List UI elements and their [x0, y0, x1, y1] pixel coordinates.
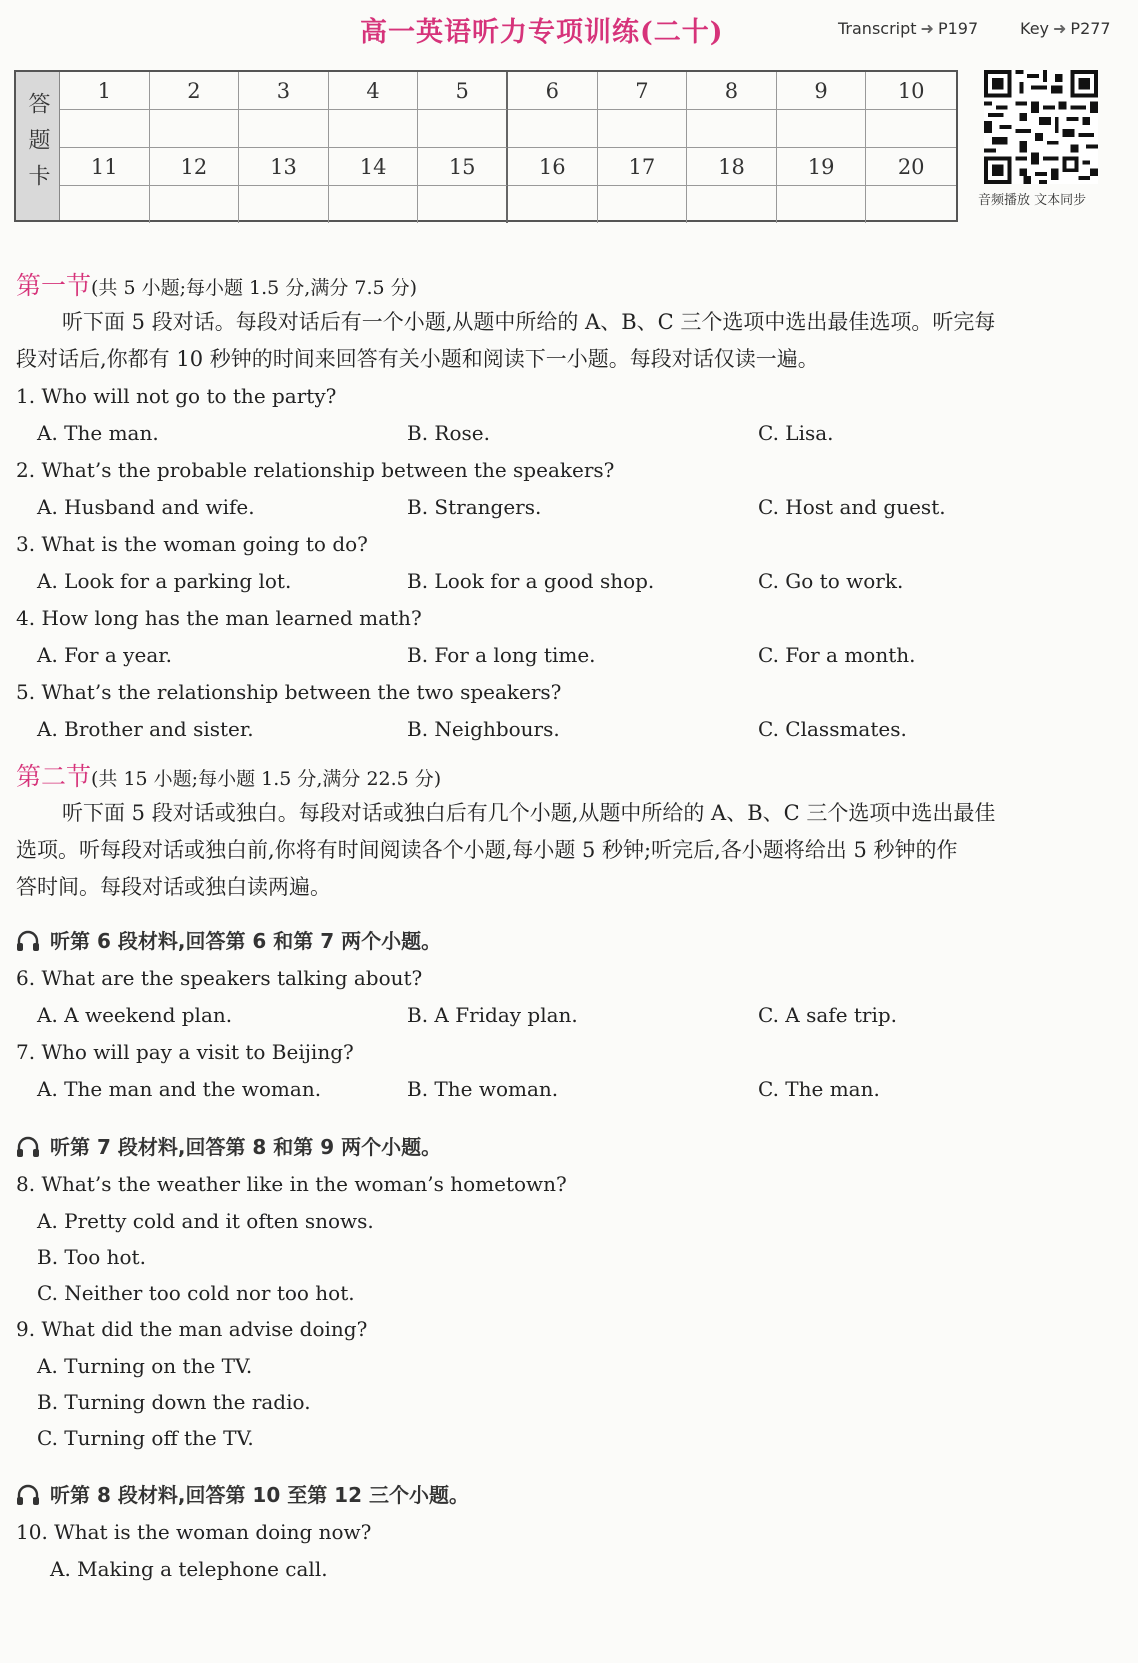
answer-grid: [60, 72, 956, 220]
option-c[interactable]: C. Neither too cold nor too hot.: [37, 1281, 355, 1305]
answer-box-2[interactable]: [150, 110, 240, 148]
question-1: 1. Who will not go to the party?: [16, 384, 337, 408]
answer-number: 13: [239, 148, 329, 186]
question-10: 10. What is the woman doing now?: [16, 1520, 372, 1544]
options-3: [16, 563, 1126, 600]
option-b[interactable]: B. For a long time.: [407, 643, 596, 667]
question-3: 3. What is the woman going to do?: [16, 532, 368, 556]
options-7: [16, 1071, 1126, 1108]
question-6: 6. What are the speakers talking about?: [16, 966, 423, 990]
option-a[interactable]: A. Pretty cold and it often snows.: [37, 1209, 374, 1233]
answer-box-1[interactable]: [60, 110, 150, 148]
answer-box-6[interactable]: [508, 110, 598, 148]
question-7: 7. Who will pay a visit to Beijing?: [16, 1040, 354, 1064]
page-title: 高一英语听力专项训练(二十): [360, 17, 724, 48]
option-a[interactable]: A. The man.: [37, 421, 159, 445]
answer-number: 16: [508, 148, 598, 186]
question-8: 8. What’s the weather like in the woman’s hometown?: [16, 1172, 567, 1196]
option-b[interactable]: B. Look for a good shop.: [407, 569, 655, 593]
section-1-intro: 听下面 5 段对话。每段对话后有一个小题,从题中所给的 A、B、C 三个选项中选出最佳选项。听完每 段对话后,你都有 10 秒钟的时间来回答有关小题和阅读下一小题。每段对话仅读一遍。: [16, 310, 996, 371]
answer-number: 14: [329, 148, 419, 186]
option-c[interactable]: C. A safe trip.: [758, 1003, 898, 1027]
answer-number: 6: [508, 72, 598, 110]
headphones-icon: [16, 1484, 40, 1506]
answer-box-9[interactable]: [777, 110, 867, 148]
option-c[interactable]: C. Host and guest.: [758, 495, 946, 519]
answer-number: 19: [777, 148, 867, 186]
question-5: 5. What’s the relationship between the two speakers?: [16, 680, 562, 704]
answer-box-3[interactable]: [239, 110, 329, 148]
answer-number: 2: [150, 72, 240, 110]
options-6: [16, 997, 1126, 1034]
answer-card: [14, 70, 958, 222]
answer-number: 5: [418, 72, 508, 110]
listen-instruction-7: 听第 7 段材料,回答第 8 和第 9 两个小题。: [16, 1128, 1126, 1166]
answer-box-8[interactable]: [687, 110, 777, 148]
option-a[interactable]: A. Husband and wife.: [37, 495, 255, 519]
answer-number: 18: [687, 148, 777, 186]
options-1: [16, 415, 1126, 452]
option-b[interactable]: B. Neighbours.: [407, 717, 560, 741]
answer-box-20[interactable]: [866, 186, 956, 223]
options-4: [16, 637, 1126, 674]
option-c[interactable]: C. Turning off the TV.: [37, 1426, 254, 1450]
answer-box-5[interactable]: [418, 110, 508, 148]
section-2-intro: 听下面 5 段对话或独白。每段对话或独白后有几个小题,从题中所给的 A、B、C 三个选项中选出最佳 选项。听每段对话或独白前,你将有时间阅读各个小题,每小题 5 秒钟;听完后,各小题将给出 5 秒钟的作 答时间。每段对话或独白读两遍。: [16, 801, 996, 899]
answer-number: 20: [866, 148, 956, 186]
key-page: P277: [1070, 19, 1111, 38]
answer-number: 17: [598, 148, 688, 186]
answer-box-19[interactable]: [777, 186, 867, 223]
answer-card-label: 答题卡: [16, 72, 60, 220]
option-b[interactable]: B. A Friday plan.: [407, 1003, 578, 1027]
transcript-reference: [838, 19, 978, 38]
answer-number: 8: [687, 72, 777, 110]
answer-box-4[interactable]: [329, 110, 419, 148]
option-b[interactable]: B. The woman.: [407, 1077, 559, 1101]
answer-box-17[interactable]: [598, 186, 688, 223]
answer-number: 9: [777, 72, 867, 110]
options-5: [16, 711, 1126, 748]
spacer: [16, 1456, 1126, 1476]
option-c[interactable]: C. For a month.: [758, 643, 916, 667]
main-content: [16, 268, 1126, 1587]
option-c[interactable]: C. Go to work.: [758, 569, 904, 593]
answer-box-7[interactable]: [598, 110, 688, 148]
spacer: [16, 906, 1126, 922]
option-b[interactable]: B. Turning down the radio.: [37, 1390, 311, 1414]
option-c[interactable]: C. Classmates.: [758, 717, 907, 741]
option-b[interactable]: B. Rose.: [407, 421, 490, 445]
answer-number: 7: [598, 72, 688, 110]
option-a[interactable]: A. The man and the woman.: [37, 1077, 322, 1101]
answer-box-12[interactable]: [150, 186, 240, 223]
spacer: [16, 748, 1126, 759]
answer-number: 11: [60, 148, 150, 186]
transcript-page: P197: [937, 19, 979, 38]
answer-box-16[interactable]: [508, 186, 598, 223]
qr-code-icon[interactable]: [984, 70, 1098, 184]
option-c[interactable]: C. Lisa.: [758, 421, 834, 445]
answer-number: 3: [239, 72, 329, 110]
option-b[interactable]: B. Strangers.: [407, 495, 542, 519]
options-2: [16, 489, 1126, 526]
transcript-label: Transcript: [838, 19, 917, 38]
section-1-note: (共 5 小题;每小题 1.5 分,满分 7.5 分): [91, 277, 418, 299]
section-2-name: 第二节: [16, 762, 92, 791]
answer-box-10[interactable]: [866, 110, 956, 148]
question-9: 9. What did the man advise doing?: [16, 1317, 368, 1341]
key-reference: [1020, 19, 1111, 38]
answer-box-13[interactable]: [239, 186, 329, 223]
option-a[interactable]: A. Look for a parking lot.: [37, 569, 292, 593]
option-b[interactable]: B. Too hot.: [37, 1245, 146, 1269]
answer-box-14[interactable]: [329, 186, 419, 223]
answer-box-11[interactable]: [60, 186, 150, 223]
option-c[interactable]: C. The man.: [758, 1077, 880, 1101]
answer-box-18[interactable]: [687, 186, 777, 223]
section-1-name: 第一节: [16, 271, 92, 300]
answer-number: 4: [329, 72, 419, 110]
answer-box-15[interactable]: [418, 186, 508, 223]
answer-number: 12: [150, 148, 240, 186]
section-2-heading: [16, 759, 1126, 795]
arrow-right-icon: ➜: [1053, 19, 1067, 38]
arrow-right-icon: ➜: [920, 19, 934, 38]
answer-number: 1: [60, 72, 150, 110]
option-a[interactable]: A. Turning on the TV.: [37, 1354, 253, 1378]
question-2: 2. What’s the probable relationship between the speakers?: [16, 458, 615, 482]
option-a[interactable]: A. A weekend plan.: [37, 1003, 233, 1027]
question-4: 4. How long has the man learned math?: [16, 606, 422, 630]
section-2-note: (共 15 小题;每小题 1.5 分,满分 22.5 分): [91, 768, 442, 790]
spacer: [16, 1108, 1126, 1128]
answer-number: 10: [866, 72, 956, 110]
option-a[interactable]: A. Brother and sister.: [37, 717, 254, 741]
key-label: Key: [1020, 19, 1050, 38]
option-a[interactable]: A. For a year.: [37, 643, 172, 667]
section-1-heading: [16, 268, 1126, 304]
listen-instruction-8: 听第 8 段材料,回答第 10 至第 12 三个小题。: [16, 1476, 1126, 1514]
listen-instruction-6: 听第 6 段材料,回答第 6 和第 7 两个小题。: [16, 922, 1126, 960]
headphones-icon: [16, 930, 40, 952]
answer-number: 15: [418, 148, 508, 186]
qr-caption: 音频播放 文本同步: [978, 193, 1087, 208]
page-header: [0, 0, 1138, 60]
headphones-icon: [16, 1136, 40, 1158]
option-a[interactable]: A. Making a telephone call.: [50, 1557, 328, 1581]
